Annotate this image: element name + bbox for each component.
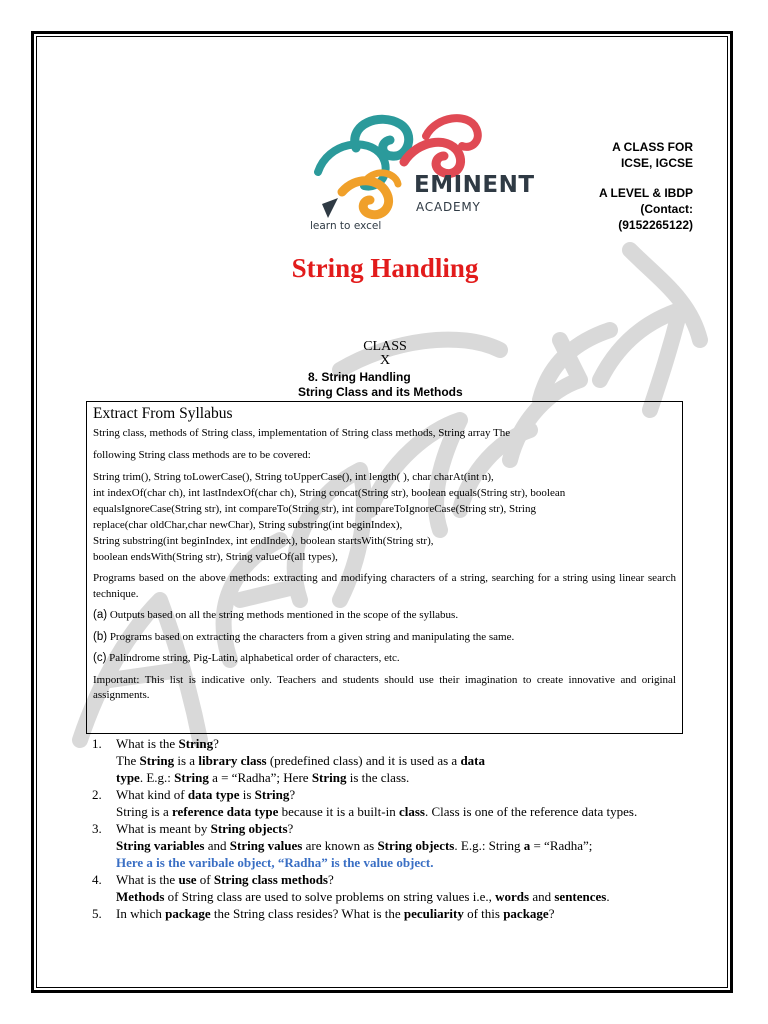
syllabus-intro: String class, methods of String class, implementation of String class methods, String array The [93, 427, 511, 439]
question-number: 2. [92, 787, 102, 802]
contact-phone: (9152265122) [618, 218, 693, 232]
question [92, 735, 688, 752]
syllabus-intro: following String class methods are to be covered: [93, 448, 311, 461]
question-number: 5. [92, 906, 102, 921]
method-line: String substring(int beginIndex, int endIndex), boolean startsWith(String str), [93, 535, 434, 547]
method-line: int indexOf(char ch), int lastIndexOf(char ch), String concat(String str), boolean equals(String str), boolean [93, 487, 566, 499]
question [92, 905, 688, 922]
syllabus-programs: Programs based on the above methods: extracting and modifying characters of a string, searching for a string using linear search technique. [93, 572, 676, 600]
question-text: What is meant by String objects? [116, 821, 294, 836]
question-text: What is the use of String class methods? [116, 872, 334, 887]
logo-wordmark: EMINENT [414, 172, 535, 198]
question-number: 3. [92, 821, 102, 836]
page-title: String Handling [291, 253, 479, 283]
syllabus-heading: Extract From Syllabus [93, 405, 233, 422]
contact-line: A LEVEL & IBDP [598, 186, 693, 200]
subchapter-heading: String Class and its Methods [298, 385, 463, 399]
method-line: replace(char oldChar,char newChar), String substring(int beginIndex), [93, 519, 403, 531]
question-text: What is the String? [116, 736, 219, 751]
syllabus-item: (a) Outputs based on all the string methods mentioned in the scope of the syllabus. [93, 609, 459, 621]
answer-note: Here a is the varibale object, “Radha” is the value object. [116, 855, 434, 870]
question [92, 786, 688, 803]
contact-line: (Contact: [640, 202, 693, 216]
question-text: In which package the String class resides? What is the peculiarity of this package? [116, 906, 555, 921]
question [92, 871, 688, 888]
logo-subtitle: ACADEMY [416, 200, 481, 214]
method-line: equalsIgnoreCase(String str), int compareTo(String str), int compareToIgnoreCase(String str), String [93, 503, 536, 515]
answer-line: The String is a library class (predefined class) and it is used as a data [116, 753, 486, 768]
class-label: CLASS X [363, 339, 407, 368]
syllabus-methods [93, 469, 676, 565]
chapter-heading: 8. String Handling [308, 370, 411, 384]
contact-block [560, 139, 693, 233]
method-line: String trim(), String toLowerCase(), String toUpperCase(), int length( ), char charAt(int n), [93, 471, 494, 483]
method-line: boolean endsWith(String str), String valueOf(all types), [93, 551, 338, 563]
question [92, 820, 688, 837]
answer-line: Methods of String class are used to solve problems on string values i.e., words and sentences. [116, 889, 610, 904]
syllabus-box [86, 401, 683, 734]
contact-line: A CLASS FOR [612, 140, 693, 154]
contact-line: ICSE, IGCSE [620, 156, 693, 170]
question-number: 1. [92, 736, 102, 751]
logo-tagline: learn to excel [310, 220, 382, 232]
answer-line: String variables and String values are known as String objects. E.g.: String a = “Radha”; [116, 838, 593, 853]
syllabus-item: (b) Programs based on extracting the characters from a given string and manipulating the same. [93, 630, 515, 643]
question-text: What kind of data type is String? [116, 787, 296, 802]
answer-line: type. E.g.: String a = “Radha”; Here String is the class. [116, 770, 410, 785]
answer-line: String is a reference data type because it is a built-in class. Class is one of the reference data types. [116, 804, 638, 819]
syllabus-important-note: Important: This list is indicative only. Teachers and students should use their imagination to create innovative and original assignments. [93, 673, 676, 701]
question-number: 4. [92, 872, 102, 887]
question-list [92, 735, 688, 922]
syllabus-item: (c) Palindrome string, Pig-Latin, alphabetical order of characters, etc. [93, 652, 400, 664]
